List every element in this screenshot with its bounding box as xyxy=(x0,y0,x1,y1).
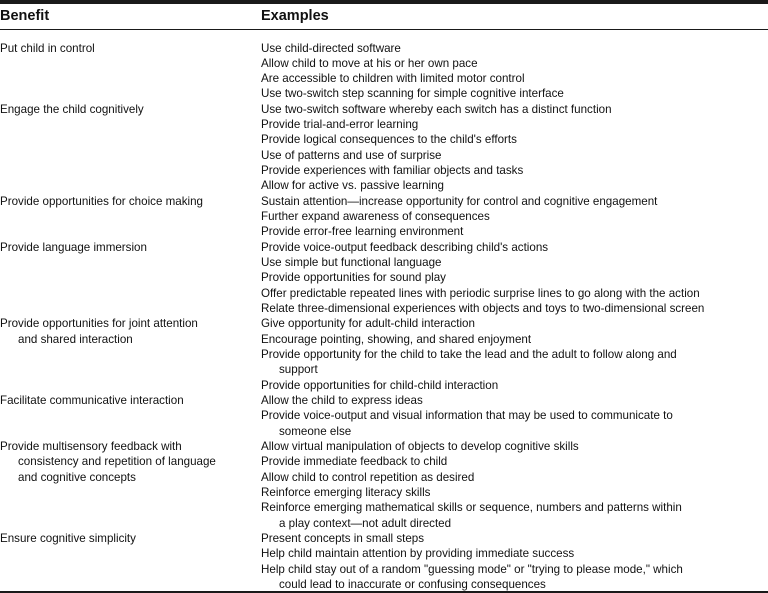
example-line: Allow for active vs. passive learning xyxy=(261,179,445,193)
example-line: Reinforce emerging mathematical skills or sequence, numbers and patterns within xyxy=(261,501,682,515)
benefit-line: and cognitive concepts xyxy=(18,470,136,484)
benefit-line: Provide opportunities for choice making xyxy=(0,194,203,208)
example-line: Provide error-free learning environment xyxy=(261,225,464,239)
benefit-line: Ensure cognitive simplicity xyxy=(0,532,136,546)
top-rule xyxy=(0,0,768,4)
benefit-line: Facilitate communicative interaction xyxy=(0,394,184,408)
example-line: Sustain attention—increase opportunity for control and cognitive engagement xyxy=(261,194,658,208)
header-rule xyxy=(0,29,768,30)
example-line: Allow child to move at his or her own pace xyxy=(261,56,478,70)
example-line: Use of patterns and use of surprise xyxy=(261,148,442,162)
example-line: Provide immediate feedback to child xyxy=(261,455,448,469)
example-line: Provide opportunities for child-child interaction xyxy=(261,378,499,392)
example-line: Provide opportunities for sound play xyxy=(261,271,446,285)
example-line: Give opportunity for adult-child interaction xyxy=(261,317,475,331)
benefit-line: Engage the child cognitively xyxy=(0,102,144,116)
example-line: Provide experiences with familiar objects and tasks xyxy=(261,164,524,178)
benefit-line: and shared interaction xyxy=(18,332,133,346)
example-line: Help child stay out of a random "guessing mode" or "trying to please mode," which xyxy=(261,562,683,576)
example-line: someone else xyxy=(279,424,352,438)
example-line: Provide logical consequences to the child's efforts xyxy=(261,133,517,147)
example-line: Are accessible to children with limited motor control xyxy=(261,72,525,86)
example-line: Relate three-dimensional experiences with objects and toys to two-dimensional screen xyxy=(261,302,705,316)
benefit-line: Put child in control xyxy=(0,41,95,55)
example-line: Allow virtual manipulation of objects to develop cognitive skills xyxy=(261,440,579,454)
example-line: Use simple but functional language xyxy=(261,256,442,270)
example-line: Provide opportunity for the child to take the lead and the adult to follow along and xyxy=(261,348,677,362)
benefit-line: Provide multisensory feedback with xyxy=(0,440,182,454)
example-line: Present concepts in small steps xyxy=(261,532,425,546)
example-line: Provide voice-output and visual information that may be used to communicate to xyxy=(261,409,673,423)
example-line: support xyxy=(279,363,318,377)
benefit-line: consistency and repetition of language xyxy=(18,455,216,469)
example-line: could lead to inaccurate or confusing consequences xyxy=(279,578,546,592)
benefit-line: Provide language immersion xyxy=(0,240,147,254)
benefit-line: Provide opportunities for joint attention xyxy=(0,317,198,331)
example-line: Provide voice-output feedback describing child's actions xyxy=(261,240,549,254)
example-line: Reinforce emerging literacy skills xyxy=(261,486,431,500)
example-line: Encourage pointing, showing, and shared enjoyment xyxy=(261,332,532,346)
example-line: Allow child to control repetition as desired xyxy=(261,470,475,484)
header-benefit: Benefit xyxy=(0,8,50,24)
example-line: Use two-switch step scanning for simple cognitive interface xyxy=(261,87,564,101)
example-line: Further expand awareness of consequences xyxy=(261,210,490,224)
example-line: a play context—not adult directed xyxy=(279,516,452,530)
example-line: Allow the child to express ideas xyxy=(261,394,423,408)
example-line: Offer predictable repeated lines with periodic surprise lines to go along with the action xyxy=(261,286,700,300)
example-line: Use two-switch software whereby each switch has a distinct function xyxy=(261,102,612,116)
example-line: Provide trial-and-error learning xyxy=(261,118,419,132)
example-line: Help child maintain attention by providing immediate success xyxy=(261,547,575,561)
header-examples: Examples xyxy=(261,8,329,24)
example-line: Use child-directed software xyxy=(261,41,401,55)
